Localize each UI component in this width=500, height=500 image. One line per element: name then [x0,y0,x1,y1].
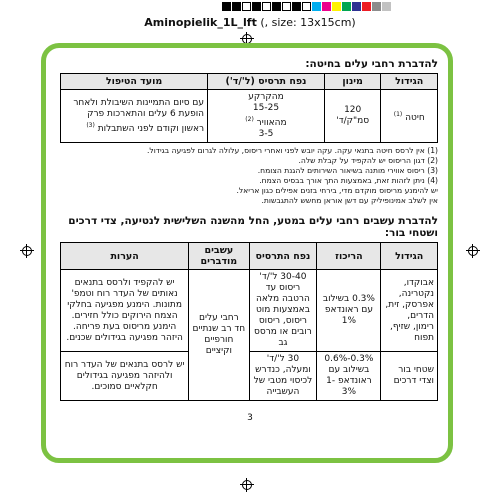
color-swatch [262,2,271,11]
registration-mark-icon [466,244,480,258]
cell-concentration: 0.3% בשילוב עם ראונדאפ 1% [317,270,381,352]
volume-ground-value: 15-25 [252,103,280,113]
volume-air-label [211,114,321,129]
orchard-weed-table [60,242,438,401]
color-swatch [222,2,231,11]
table-header-row [61,74,438,90]
footnote-1: (1) אין לרסס חיטה בתנאי עקה. עקה יובש לפני ואחרי ריסוס, עלולה לגרום לפגיעה בגידול. [147,146,438,155]
footnote-3: (3) ריסוס אווירי מותנה בשיאור השירותים להגנת הצומח. [257,166,438,175]
table-row [61,90,438,143]
crop-text: חיטה [405,112,425,123]
table-row [61,270,438,352]
color-swatch-magenta [322,2,331,11]
color-swatch [252,2,261,11]
cell-timing [61,90,208,143]
print-color-bar [0,0,500,12]
file-size: ( [256,16,265,29]
color-swatch-gray [372,2,381,11]
col-header-crop: הגידול [381,74,438,90]
color-swatch-yellow [332,2,341,11]
footnote-ref: (2) [245,116,254,123]
cell-crop: שטחי בור וצדי דרכים [381,352,438,401]
page-number: 3 [247,413,253,423]
footnote-6: אין לשלב אמינופיליק עם דשן אוראן מחשש להתגבשות. [261,196,438,205]
footnote-ref: (3) [86,121,95,129]
cell-remarks: יש לרסס בתנאים של העדר רוח ולהיזהר מפגיעה בגידולים חקלאיים סמוכים. [61,352,189,401]
color-swatch-red [362,2,371,11]
col-header-concentration: הריכוז [317,243,381,270]
volume-air-value: 3-5 [258,129,274,139]
air-label-text: מהאוויר [256,118,287,128]
color-swatch [272,2,281,11]
color-swatch [292,2,301,11]
col-header-dose: מינון [324,74,381,90]
color-swatch-green [342,2,351,11]
cell-weeds: רחבי עלים חד רב שנתיים חורפיים וקיציים [189,270,249,401]
col-header-volume: נפח תרסיס (ל'/ד') [208,74,325,90]
color-swatch [302,2,311,11]
cell-remarks: יש להקפיד ולרסס בתנאים נאותים של העדר רוח וטמפ' מתונות. הימנע מפגיעה בחלקי הצמח הירוקים כולל חזירים. הימנע מריסוס בעת פריחה. היזהר מפגיעה בגידולים שכנים. [61,270,189,352]
registration-mark-icon [240,478,254,492]
table-header-row [61,243,438,270]
cell-crop [381,90,438,143]
volume-ground-label: מהקרקע [248,92,284,102]
label-content [60,58,438,401]
color-swatch [242,2,251,11]
cell-dose: 120 סמ"ק/ד' [324,90,381,143]
wheat-dosage-table [60,73,438,143]
registration-mark-icon [20,244,34,258]
col-header-timing: מועד הטיפול [61,74,208,90]
file-name: Aminopielik_1L_lft [144,16,257,29]
footnote-ref: (1) [393,110,403,118]
col-header-remarks: הערות [61,243,189,270]
color-swatch [282,2,291,11]
color-swatch-blue [352,2,361,11]
table2-title: להדברת עשבים רחבי עלים במטע, החל מהשנה השלישית לנטיעה, צדי דרכים ושטחי בור: [68,215,438,239]
cell-volume: 30 ל'/ד' ומעלה, כנדרש לכיסוי מטבי של העשבייה [249,352,317,401]
footnote-4: (4) ניתן לזהות זאת, באמצעות התך אורך בבסיס הצמח. [259,176,438,185]
footnote-2: (2) דגון הריסוס יש להקפיד על קבלת שלה. [298,156,438,165]
cell-crop: אבוקדו, נקטרינה, אפרסק, זית, הדרים, רימון, שזיף, תפוח [381,270,438,352]
color-swatch-lightgray [382,2,391,11]
footnote-5: יש להימנע מריסוס מוקדם מדי, בירחי בזנים אפילים כגון אריאל. [236,186,438,195]
file-size-text: , size: 13x15cm) [264,16,356,29]
table-row [61,352,438,401]
col-header-weeds: עשבים מודברים [189,243,249,270]
color-swatch [232,2,241,11]
col-header-volume: נפח התרסיס [249,243,317,270]
color-swatch-cyan [312,2,321,11]
col-header-crop: הגידול [381,243,438,270]
file-label [0,16,500,29]
cell-volume: 30-40 ל'/ד' ריסוס עד הרטבה מלאה באמצעות מוט ריסוס, ריסוס רובים או מרסס גב [249,270,317,352]
footnotes [60,146,438,206]
cell-volume [208,90,325,143]
cell-concentration: 0.3%-0.6% בשילוב עם ראונדאפ 1-3% [317,352,381,401]
table1-title: להדברת רחבי עלים בחיטה: [305,58,438,70]
timing-text: עם סיום התמיינות השיבולת ולאחר הופעת 6 עלים והתארכות פרק ראשון וקודם לפני השתבלות [73,97,205,134]
